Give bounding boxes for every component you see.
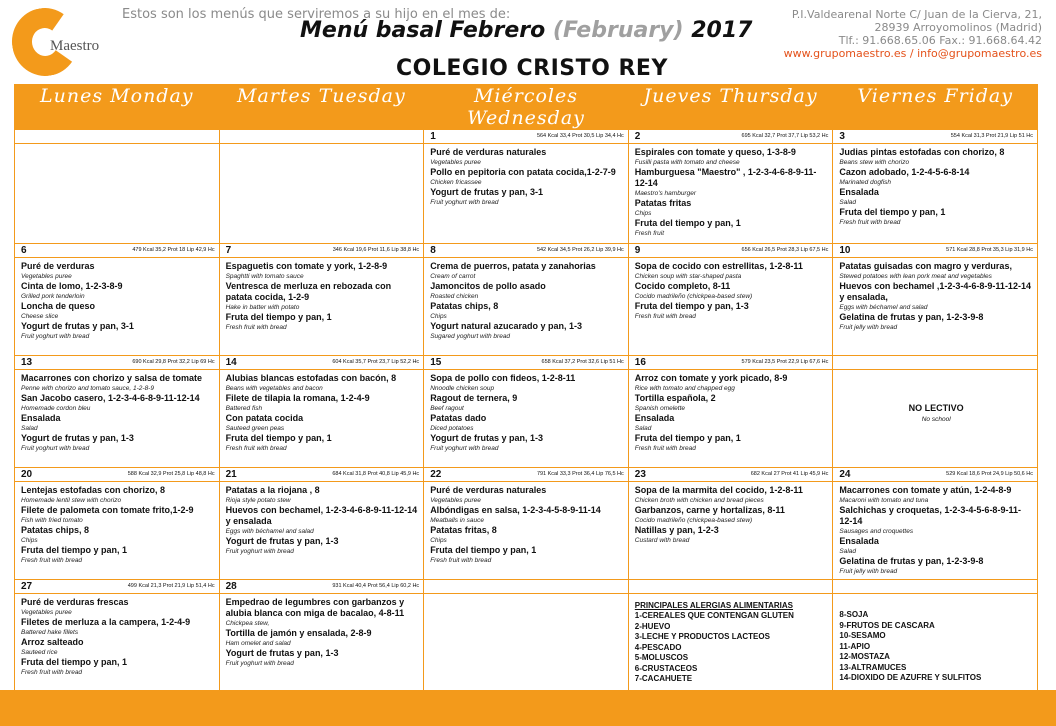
dish-name: Cazon adobado, 1-2-4-5-6-8-14	[839, 167, 970, 177]
nutrition-info: 695 Kcal 32,7 Prot 37,7 Lip 53,2 Hc	[741, 133, 829, 139]
dish-english-name: Cocido madrileño (chickpea-based stew)	[634, 517, 753, 524]
dish-name: Judias pintas estofadas con chorizo, 8	[839, 147, 1005, 157]
day-number-cell	[219, 130, 424, 144]
day-number-cell	[628, 356, 833, 370]
dish-english-name: Macaroni with tomato and tuna	[839, 497, 929, 504]
day-menu-cell	[628, 594, 833, 694]
dish-english-name: Vegetables puree	[430, 159, 481, 166]
dish-name: Con patata cocida	[225, 413, 304, 423]
day-menu-cell	[219, 482, 424, 580]
day-number-cell	[424, 468, 629, 482]
dish-name: Patatas a la riojana , 8	[225, 485, 320, 495]
nutrition-info: 684 Kcal 31,8 Prot 40,8 Lip 45,9 Hc	[332, 471, 420, 477]
day-menu-cell	[833, 482, 1038, 580]
dish-english-name: Chicken soup with star-shaped pasta	[634, 273, 742, 280]
allergen-item: 12-MOSTAZA	[839, 652, 890, 661]
dish-english-name: Battered fish	[225, 405, 263, 412]
dish-english-name: Beef ragout	[430, 405, 464, 412]
day-menu-cell	[833, 258, 1038, 356]
allergen-item: 7-CACAHUETE	[634, 674, 693, 683]
dish-english-name: Diced potatoes	[430, 425, 474, 432]
day-number: 21	[225, 469, 237, 480]
week-menu-row	[15, 144, 1038, 244]
nutrition-info: 529 Kcal 18,6 Prot 24,9 Lip 50,6 Hc	[946, 471, 1033, 477]
day-header-monday: Lunes Monday	[15, 85, 220, 130]
day-menu-cell	[424, 482, 629, 580]
dish-english-name: Sauteed green peas	[225, 425, 285, 432]
dish-english-name: Salad	[839, 548, 856, 555]
dish-name: Ragout de ternera, 9	[430, 393, 518, 403]
allergen-item: 6-CRUSTACEOS	[634, 663, 698, 673]
day-number-cell	[219, 580, 424, 594]
dish-name: Ensalada	[21, 413, 61, 423]
dish-name: Cinta de lomo, 1-2-3-8-9	[21, 281, 123, 291]
day-number-cell	[833, 244, 1038, 258]
dish-english-name: Fruit yoghurt with bread	[430, 445, 499, 452]
dish-english-name: Nnoodle chicken soup	[430, 385, 495, 392]
dish-name: Patatas chips, 8	[21, 525, 90, 535]
day-number-cell	[628, 130, 833, 144]
dish-name: Huevos con bechamel, 1-2-3-4-6-8-9-11-12-14 y ensalada	[225, 505, 418, 526]
dish-english-name: Hake in batter with potato	[225, 304, 300, 311]
dish-english-name: Sugared yoghurt with bread	[430, 333, 511, 340]
day-number-cell	[424, 356, 629, 370]
day-number: 22	[430, 469, 442, 480]
school-name: COLEGIO CRISTO REY	[396, 56, 668, 81]
dish-english-name: Custard with bread	[634, 537, 690, 544]
no-school-subtitle: No school	[921, 416, 951, 423]
dish-english-name: Beans with vegetables and bacon	[225, 385, 323, 392]
day-number-cell	[219, 468, 424, 482]
dish-name: Espaguetis con tomate y york, 1-2-8-9	[225, 261, 388, 271]
day-number: 9	[634, 245, 641, 256]
dish-name: Arroz salteado	[21, 637, 84, 647]
dish-name: Fruta del tiempo y pan, 1	[225, 312, 332, 322]
dish-name: Puré de verduras frescas	[21, 597, 129, 607]
menu-calendar-table	[14, 84, 1038, 694]
allergen-item: 11-APIO	[839, 641, 871, 651]
day-menu-cell	[628, 258, 833, 356]
dish-english-name: Fresh fruit with bread	[430, 557, 492, 564]
day-number: 20	[21, 469, 33, 480]
dish-name: Yogurt de frutas y pan, 3-1	[21, 321, 134, 331]
dish-english-name: Meatballs in sauce	[430, 517, 485, 524]
day-number: 13	[21, 357, 33, 368]
page-header	[0, 0, 1056, 86]
no-school-title: NO LECTIVO	[908, 403, 964, 413]
dish-name: Fruta del tiempo y pan, 1	[225, 433, 332, 443]
day-menu-cell	[219, 144, 424, 244]
nutrition-info: 690 Kcal 29,8 Prot 32,2 Lip 69 Hc	[132, 359, 215, 365]
dish-name: Ensalada	[839, 536, 879, 546]
day-menu-cell	[424, 594, 629, 694]
allergen-item: 8-SOJA	[839, 610, 869, 619]
menu-title-english-month: (February)	[552, 18, 684, 43]
dish-name: Fruta del tiempo y pan, 1	[21, 545, 128, 555]
dish-name: Crema de puerros, patata y zanahorias	[430, 261, 596, 271]
week-menu-row	[15, 594, 1038, 694]
dish-name: Tortilla española, 2	[634, 393, 716, 403]
allergen-item: 2-HUEVO	[634, 621, 671, 631]
dish-name: Garbanzos, carne y hortalizas, 8-11	[634, 505, 785, 515]
dish-name: Puré de verduras	[21, 261, 95, 271]
company-web-link[interactable]: www.grupomaestro.es / info@grupomaestro.es	[783, 47, 1042, 60]
day-number: 14	[225, 357, 237, 368]
dish-english-name: Vegetables puree	[21, 273, 72, 280]
day-menu-cell	[628, 482, 833, 580]
day-number-cell	[219, 356, 424, 370]
day-number: 24	[839, 469, 851, 480]
dish-name: Sopa de pollo con fideos, 1-2-8-11	[430, 373, 576, 383]
dish-name: Yogurt de frutas y pan, 1-3	[430, 433, 544, 443]
menu-title-main: Menú basal Febrero	[300, 18, 553, 43]
week-menu-row	[15, 258, 1038, 356]
dish-english-name: Chips	[430, 313, 447, 320]
allergen-item: 4-PESCADO	[634, 642, 682, 652]
company-address	[784, 8, 1042, 60]
dish-name: Fruta del tiempo y pan, 1	[634, 218, 741, 228]
day-number-cell	[424, 130, 629, 144]
day-number: 6	[21, 245, 27, 256]
dish-english-name: Chicken broth with chicken and bread pieces	[634, 497, 764, 504]
dish-english-name: Roasted chicken	[430, 293, 479, 300]
day-menu-cell	[424, 370, 629, 468]
dish-english-name: Fresh fruit	[634, 230, 665, 237]
dish-english-name: Chips	[634, 210, 652, 217]
menu-title	[300, 18, 752, 43]
day-menu-cell	[424, 144, 629, 244]
dish-name: Yogurt de frutas y pan, 1-3	[21, 433, 134, 443]
dish-english-name: Chicken fricassee	[430, 179, 482, 186]
dish-name: Albóndigas en salsa, 1-2-3-4-5-8-9-11-14	[430, 505, 601, 515]
dish-english-name: Fresh fruit with bread	[839, 219, 901, 226]
day-number-cell	[15, 130, 220, 144]
dish-english-name: Cocido madrileño (chickpea-based stew)	[634, 293, 753, 300]
day-menu-cell	[833, 370, 1038, 468]
dish-name: Ensalada	[839, 187, 879, 197]
dish-english-name: Fruit jelly with bread	[839, 568, 898, 575]
dish-name: Fruta del tiempo y pan, 1	[634, 433, 741, 443]
day-menu-cell	[219, 370, 424, 468]
dish-english-name: Homemade cordon bleu	[21, 405, 91, 412]
dish-english-name: Eggs with béchamel and salad	[225, 528, 314, 535]
grupo-maestro-logo	[6, 4, 116, 84]
dish-name: Yogurt de frutas y pan, 1-3	[225, 648, 339, 658]
day-number: 16	[634, 357, 646, 368]
menu-body	[15, 130, 1038, 694]
day-menu-cell	[628, 144, 833, 244]
dish-name: Pollo en pepitoria con patata cocida,1-2-7-9	[430, 167, 616, 177]
dish-english-name: Fresh fruit with bread	[634, 445, 696, 452]
dish-english-name: Homemade lentil stew with chorizo	[21, 497, 122, 504]
dish-name: Espirales con tomate y queso, 1-3-8-9	[634, 147, 796, 157]
dish-english-name: Fusilli pasta with tomato and cheese	[634, 159, 740, 166]
dish-english-name: Fruit jelly with bread	[839, 324, 898, 331]
dish-name: Tortilla de jamón y ensalada, 2-8-9	[225, 628, 372, 638]
dish-name: Fruta del tiempo y pan, 1-3	[634, 301, 749, 311]
week-number-row	[15, 244, 1038, 258]
nutrition-info: 346 Kcal 19,6 Prot 11,6 Lip 38,8 Hc	[332, 247, 420, 253]
dish-english-name: Rioja style potato stew	[225, 497, 291, 504]
day-number: 3	[839, 131, 845, 142]
dish-english-name: Spanish omelette	[634, 405, 686, 412]
dish-english-name: Vegetables puree	[430, 497, 481, 504]
dish-name: Macarrones con tomate y atún, 1-2-4-8-9	[839, 485, 1012, 495]
day-number: 1	[430, 131, 436, 142]
dish-name: Alubias blancas estofadas con bacón, 8	[225, 373, 397, 383]
dish-english-name: Salad	[839, 199, 856, 206]
dish-name: Salchichas y croquetas, 1-2-3-4-5-6-8-9-11-12-14	[839, 505, 1021, 526]
dish-english-name: Fresh fruit with bread	[21, 557, 83, 564]
dish-english-name: Sausages and croquettes	[839, 528, 914, 535]
day-number-cell	[628, 580, 833, 594]
dish-english-name: Fruit yoghurt with bread	[225, 660, 294, 667]
footer-bar	[0, 690, 1056, 726]
dish-name: Patatas chips, 8	[430, 301, 499, 311]
dish-english-name: Beans stew with chorizo	[839, 159, 910, 166]
dish-english-name: Fruit yoghurt with bread	[21, 333, 90, 340]
dish-name: Yogurt natural azucarado y pan, 1-3	[430, 321, 583, 331]
nutrition-info: 682 Kcal 27 Prot 41 Lip 45,9 Hc	[750, 471, 829, 477]
dish-english-name: Chips	[430, 537, 447, 544]
dish-english-name: Battered hake fillets	[21, 629, 79, 636]
dish-name: San Jacobo casero, 1-2-3-4-6-8-9-11-12-14	[21, 393, 200, 403]
day-menu-cell	[219, 258, 424, 356]
day-number-cell	[424, 244, 629, 258]
dish-name: Filete de tilapia la romana, 1-2-4-9	[225, 393, 370, 403]
allergens-title: PRINCIPALES ALERGIAS ALIMENTARIAS	[634, 601, 794, 610]
dish-english-name: Chickpea stew,	[225, 620, 270, 627]
day-menu-cell	[628, 370, 833, 468]
dish-name: Fruta del tiempo y pan, 1	[430, 545, 537, 555]
dish-name: Loncha de queso	[21, 301, 96, 311]
day-number-cell	[628, 244, 833, 258]
nutrition-info: 656 Kcal 26,5 Prot 28,3 Lip 67,5 Hc	[741, 247, 829, 253]
address-line-1: P.I.Valdearenal Norte C/ Juan de la Cierva, 21,	[791, 8, 1042, 21]
nutrition-info: 658 Kcal 37,2 Prot 32,6 Lip 51 Hc	[541, 359, 624, 365]
dish-english-name: Fruit yoghurt with bread	[430, 199, 499, 206]
logo-text: Maestro	[50, 38, 100, 54]
dish-english-name: Marinated dogfish	[839, 179, 892, 186]
day-menu-cell	[833, 144, 1038, 244]
day-number-cell	[15, 580, 220, 594]
menu-title-year: 2017	[683, 18, 753, 43]
dish-name: Patatas guisadas con magro y verduras,	[839, 261, 1012, 271]
nutrition-info: 791 Kcal 33,3 Prot 36,4 Lip 76,5 Hc	[536, 471, 624, 477]
dish-name: Gelatina de frutas y pan, 1-2-3-9-8	[839, 556, 984, 566]
dish-name: Arroz con tomate y york picado, 8-9	[634, 373, 788, 383]
allergen-item: 13-ALTRAMUCES	[839, 662, 907, 672]
week-menu-row	[15, 370, 1038, 468]
dish-name: Natillas y pan, 1-2-3	[634, 525, 719, 535]
allergen-item: 1-CEREALES QUE CONTENGAN GLUTEN	[634, 611, 794, 620]
day-number-cell	[15, 468, 220, 482]
dish-english-name: Rice with tomato and chapped egg	[634, 385, 735, 392]
dish-name: Filete de palometa con tomate frito,1-2-9	[21, 505, 194, 515]
allergen-item: 10-SESAMO	[839, 631, 886, 640]
day-number: 23	[634, 469, 646, 480]
dish-name: Puré de verduras naturales	[430, 147, 547, 157]
day-number: 8	[430, 245, 436, 256]
dish-name: Puré de verduras naturales	[430, 485, 547, 495]
dish-english-name: Cream of carrot	[430, 273, 476, 280]
dish-english-name: Eggs with béchamel and salad	[839, 304, 928, 311]
nutrition-info: 554 Kcal 31,3 Prot 21,9 Lip 51 Hc	[950, 133, 1033, 139]
day-number: 28	[225, 581, 237, 592]
day-number-cell	[424, 580, 629, 594]
day-number-cell	[833, 356, 1038, 370]
day-header-wednesday: Miércoles Wednesday	[424, 85, 629, 130]
dish-name: Patatas fritas, 8	[430, 525, 497, 535]
allergen-item: 9-FRUTOS DE CASCARA	[839, 620, 935, 630]
nutrition-info: 499 Kcal 21,3 Prot 21,9 Lip 51,4 Hc	[127, 583, 215, 589]
day-number-cell	[833, 130, 1038, 144]
dish-english-name: Fruit yoghurt with bread	[225, 548, 294, 555]
dish-english-name: Chips	[21, 537, 38, 544]
day-number: 10	[839, 245, 851, 256]
dish-english-name: Fruit yoghurt with bread	[21, 445, 90, 452]
dish-english-name: Penne with chorizo and tomato sauce, 1-2-8-9	[21, 385, 154, 392]
day-header-row	[15, 85, 1038, 130]
day-header-tuesday: Martes Tuesday	[219, 85, 424, 130]
dish-english-name: Fresh fruit with bread	[634, 313, 696, 320]
nutrition-info: 571 Kcal 28,8 Prot 35,3 Lip 31,9 Hc	[946, 247, 1033, 253]
dish-name: Empedrao de legumbres con garbanzos y alubia blanca con miga de bacalao, 4-8-11	[225, 597, 405, 618]
week-number-row	[15, 130, 1038, 144]
day-number: 15	[430, 357, 442, 368]
dish-name: Macarrones con chorizo y salsa de tomate	[21, 373, 203, 383]
dish-english-name: Ham omelet and salad	[225, 640, 291, 647]
dish-english-name: Fresh fruit with bread	[21, 669, 83, 676]
day-number-cell	[219, 244, 424, 258]
dish-name: Cocido completo, 8-11	[634, 281, 731, 291]
allergen-item: 14-DIOXIDO DE AZUFRE Y SULFITOS	[839, 673, 982, 682]
day-menu-cell	[15, 594, 220, 694]
day-menu-cell	[219, 594, 424, 694]
nutrition-info: 479 Kcal 35,2 Prot 18 Lip 42,9 Hc	[132, 247, 215, 253]
dish-english-name: Fish with fried tomato	[21, 517, 83, 524]
day-header-friday: Viernes Friday	[833, 85, 1038, 130]
dish-name: Yogurt de frutas y pan, 1-3	[225, 536, 339, 546]
day-number-cell	[628, 468, 833, 482]
dish-name: Fruta del tiempo y pan, 1	[21, 657, 128, 667]
day-number-cell	[15, 356, 220, 370]
dish-english-name: Spaghtti with tomato sauce	[225, 273, 304, 280]
day-header-thursday: Jueves Thursday	[628, 85, 833, 130]
dish-english-name: Cheese slice	[21, 313, 59, 320]
week-menu-row	[15, 482, 1038, 580]
dish-name: Filetes de merluza a la campera, 1-2-4-9	[21, 617, 191, 627]
dish-name: Ensalada	[634, 413, 675, 423]
week-number-row	[15, 580, 1038, 594]
dish-english-name: Maestro's hamburger	[634, 190, 696, 197]
nutrition-info: 604 Kcal 35,7 Prot 23,7 Lip 52,2 Hc	[332, 359, 420, 365]
address-line-2: 28939 Arroyomolinos (Madrid)	[874, 21, 1042, 34]
address-line-3: Tlf.: 91.668.65.06 Fax.: 91.668.64.42	[838, 34, 1042, 47]
dish-name: Ventresca de merluza en rebozada con patata cocida, 1-2-9	[225, 281, 392, 302]
day-number: 27	[21, 581, 33, 592]
dish-name: Patatas dado	[430, 413, 487, 423]
nutrition-info: 564 Kcal 33,4 Prot 30,5 Lip 34,4 Hc	[536, 133, 624, 139]
dish-name: Fruta del tiempo y pan, 1	[839, 207, 946, 217]
dish-english-name: Sauteed rice	[21, 649, 58, 656]
day-menu-cell	[15, 370, 220, 468]
dish-name: Jamoncitos de pollo asado	[430, 281, 546, 291]
dish-english-name: Stewed potatoes with lean pork meat and vegetables	[839, 273, 992, 280]
day-menu-cell	[424, 258, 629, 356]
allergen-item: 3-LECHE Y PRODUCTOS LACTEOS	[634, 632, 770, 641]
dish-english-name: Salad	[634, 425, 652, 432]
dish-name: Sopa de cocido con estrellitas, 1-2-8-11	[634, 261, 803, 271]
nutrition-info: 588 Kcal 32,9 Prot 25,8 Lip 48,8 Hc	[127, 471, 215, 477]
dish-name: Sopa de la marmita del cocido, 1-2-8-11	[634, 485, 803, 495]
no-school-notice	[839, 373, 1033, 425]
dish-name: Gelatina de frutas y pan, 1-2-3-9-8	[839, 312, 984, 322]
week-number-row	[15, 356, 1038, 370]
dish-english-name: Grilled pork tenderloin	[21, 293, 85, 300]
dish-english-name: Salad	[21, 425, 38, 432]
dish-name: Yogurt de frutas y pan, 3-1	[430, 187, 544, 197]
day-menu-cell	[15, 144, 220, 244]
day-number-cell	[833, 580, 1038, 594]
dish-english-name: Vegetables puree	[21, 609, 72, 616]
nutrition-info: 542 Kcal 34,5 Prot 26,2 Lip 39,9 Hc	[536, 247, 624, 253]
week-number-row	[15, 468, 1038, 482]
day-number-cell	[15, 244, 220, 258]
day-menu-cell	[15, 482, 220, 580]
dish-english-name: Fresh fruit with bread	[225, 324, 287, 331]
dish-name: Patatas fritas	[634, 198, 692, 208]
day-number-cell	[833, 468, 1038, 482]
nutrition-info: 579 Kcal 23,5 Prot 22,9 Lip 67,6 Hc	[741, 359, 829, 365]
dish-name: Huevos con bechamel ,1-2-3-4-6-8-9-11-12-14 y ensalada,	[839, 281, 1031, 302]
day-menu-cell	[833, 594, 1038, 694]
day-menu-cell	[15, 258, 220, 356]
day-number: 2	[634, 131, 641, 142]
day-number: 7	[225, 245, 232, 256]
intro-text: Estos son los menús que serviremos a su hijo en el mes de:	[122, 7, 511, 22]
dish-english-name: Fresh fruit with bread	[225, 445, 287, 452]
nutrition-info: 931 Kcal 40,4 Prot 56,4 Lip 60,2 Hc	[332, 583, 420, 589]
allergen-item: 5-MOLUSCOS	[634, 653, 689, 662]
dish-name: Hamburguesa "Maestro" , 1-2-3-4-6-8-9-11-12-14	[634, 167, 817, 188]
dish-name: Lentejas estofadas con chorizo, 8	[21, 485, 166, 495]
